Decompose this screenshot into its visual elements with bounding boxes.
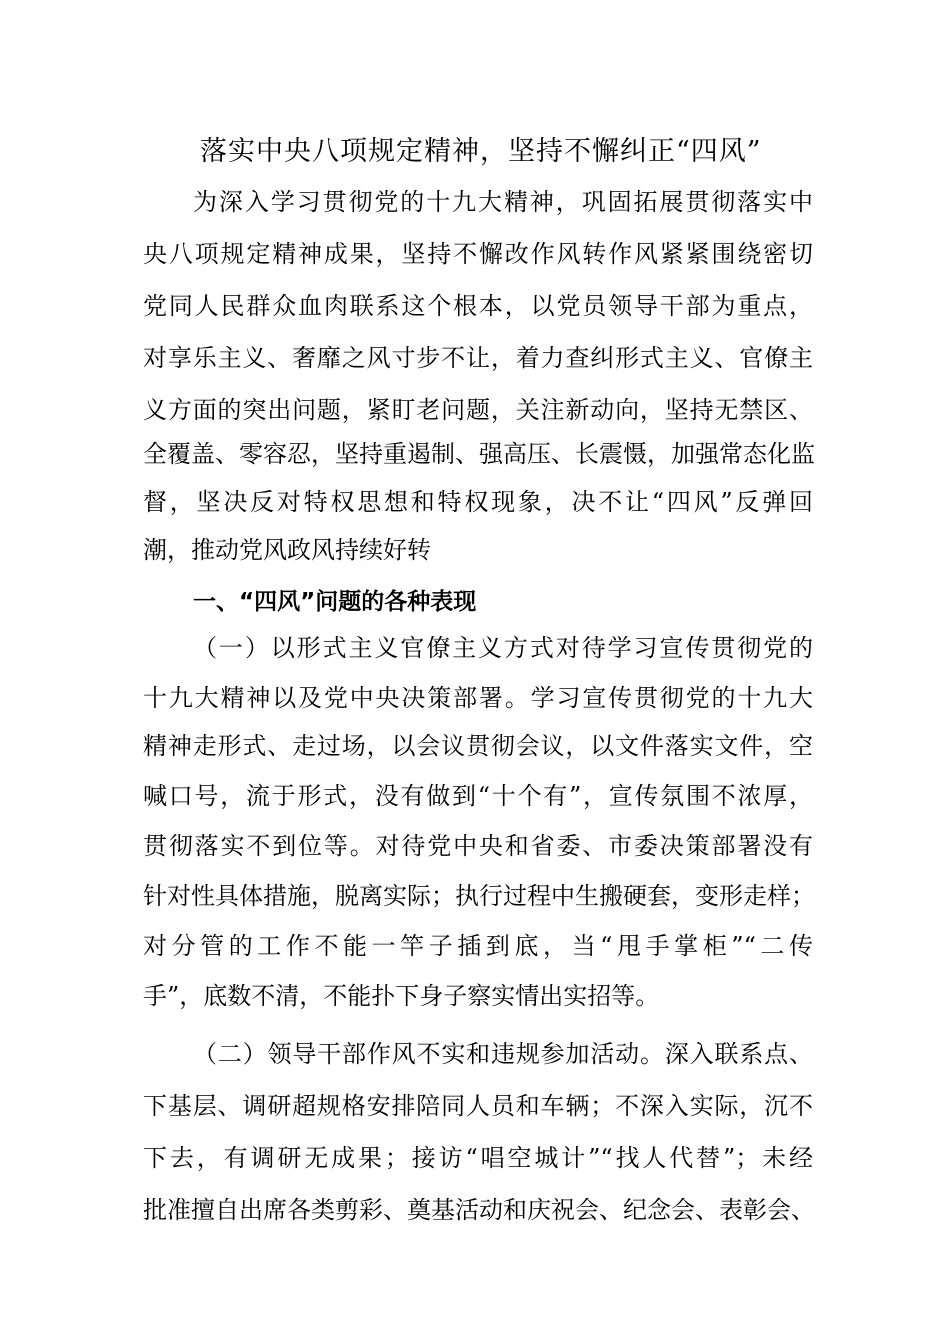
- intro-line-3: 党同人民群众血肉联系这个根本，以党员领导干部为重点，: [143, 292, 813, 320]
- document-title: 落实中央八项规定精神，坚持不懈纠正“四风”: [200, 136, 762, 167]
- item1-line-2: 十九大精神以及党中央决策部署。学习宣传贯彻党的十九大: [143, 684, 813, 712]
- intro-line-7: 督，坚决反对特权思想和特权现象，决不让“四风”反弹回: [143, 488, 813, 516]
- item2-line-2: 下基层、调研超规格安排陪同人员和车辆；不深入实际，沉不: [143, 1092, 813, 1120]
- intro-line-4: 对享乐主义、奢靡之风寸步不让，着力查纠形式主义、官僚主: [143, 344, 813, 372]
- item2-line-1: （二）领导干部作风不实和违规参加活动。深入联系点、: [193, 1040, 813, 1068]
- item1-line-7: 对分管的工作不能一竿子插到底，当“甩手掌柜”“二传: [143, 932, 813, 960]
- section-heading: 一、“四风”问题的各种表现: [193, 589, 477, 615]
- item1-line-6: 针对性具体措施，脱离实际；执行过程中生搬硬套，变形走样；: [143, 882, 815, 910]
- intro-line-5: 义方面的突出问题，紧盯老问题，关注新动向，坚持无禁区、: [143, 396, 813, 424]
- intro-line-6: 全覆盖、零容忍，坚持重遏制、强高压、长震慑，加强常态化监: [143, 440, 815, 468]
- intro-line-1: 为深入学习贯彻党的十九大精神，巩固拓展贯彻落实中: [193, 188, 813, 216]
- intro-line-8: 潮，推动党风政风持续好转: [143, 536, 431, 564]
- item1-line-5: 贯彻落实不到位等。对待党中央和省委、市委决策部署没有: [143, 832, 813, 860]
- item1-line-3: 精神走形式、走过场，以会议贯彻会议，以文件落实文件，空: [143, 732, 813, 760]
- item1-line-8: 手”，底数不清，不能扑下身子察实情出实招等。: [143, 982, 660, 1010]
- item1-line-4: 喊口号，流于形式，没有做到“十个有”，宣传氛围不浓厚，: [143, 782, 813, 810]
- intro-line-2: 央八项规定精神成果，坚持不懈改作风转作风紧紧围绕密切: [143, 240, 813, 268]
- item2-line-3: 下去，有调研无成果；接访“唱空城计”“找人代替”；未经: [143, 1144, 813, 1172]
- item1-line-1: （一）以形式主义官僚主义方式对待学习宣传贯彻党的: [193, 634, 813, 662]
- item2-line-4: 批准擅自出席各类剪彩、奠基活动和庆祝会、纪念会、表彰会、: [143, 1196, 815, 1224]
